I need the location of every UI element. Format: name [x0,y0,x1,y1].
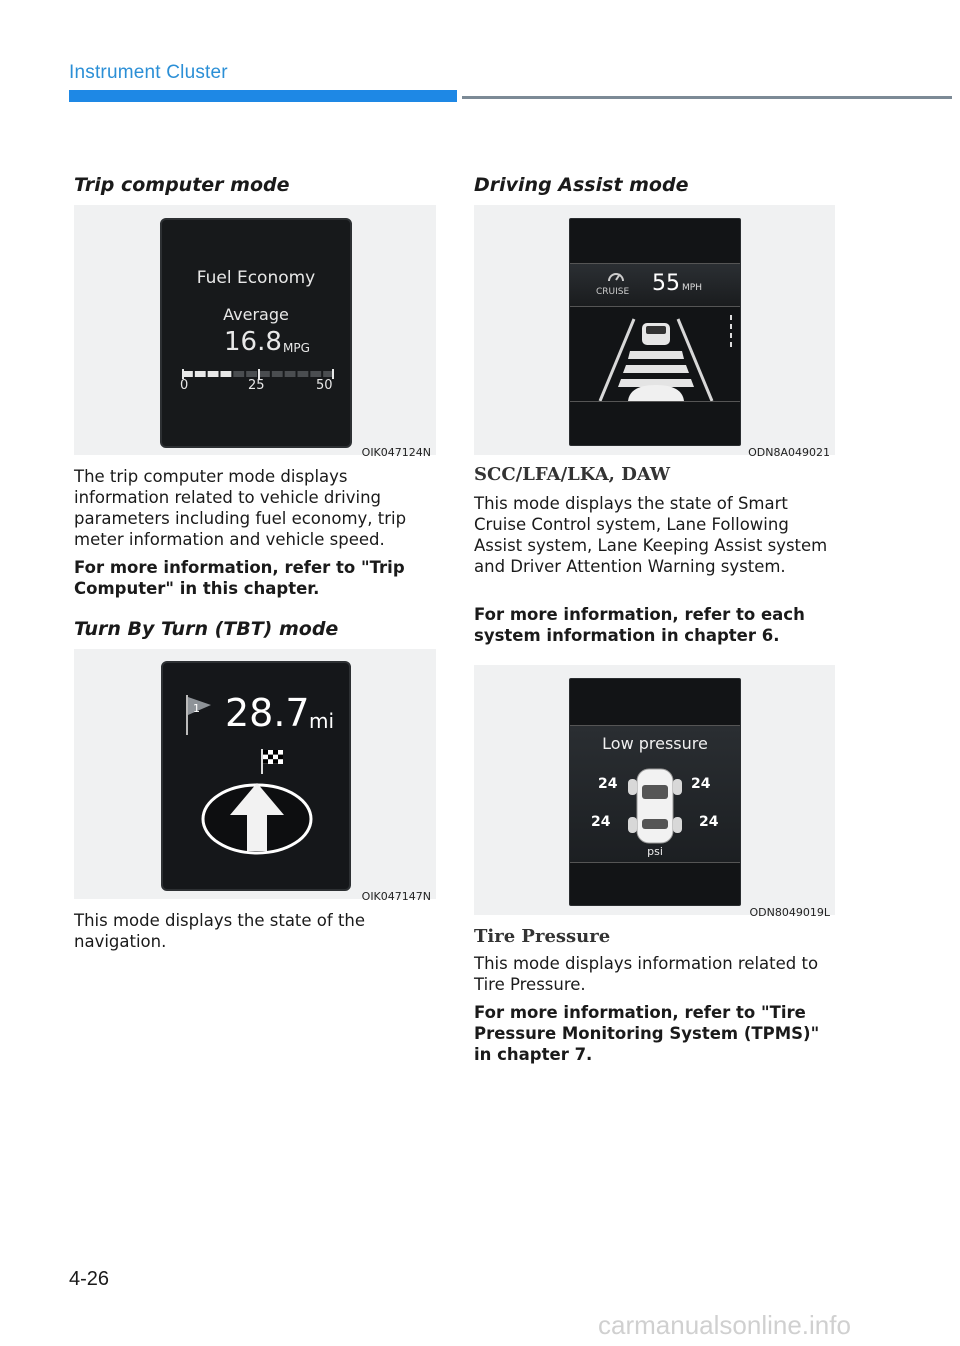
tire-front-left: 24 [598,776,618,792]
gauge-segment [259,371,270,377]
driving-assist-note: For more information, refer to each system information in chapter 6. [474,605,805,645]
tire-pressure-unit: psi [647,845,663,858]
trip-computer-note: For more information, refer to "Trip Computer" in this chapter. [74,558,405,598]
header-bar-rule [462,96,952,99]
tire-pressure-screen [569,678,741,906]
gauge-segment [272,371,283,377]
gauge-segment [208,371,219,377]
cruise-speed: 55 [652,271,680,296]
fuel-economy-screen [160,218,352,448]
tire-pressure-body: This mode displays information related to Tire Pressure. [474,954,819,994]
gauge-segment [298,371,309,377]
waypoint-flag-icon [181,693,215,737]
gauge-segment [285,371,296,377]
lane-indicator-dashes [730,315,732,347]
section-header: Instrument Cluster [69,62,228,83]
gauge-segment [310,371,321,377]
gauge-segment [195,371,206,377]
fuel-gauge-bar [182,364,334,374]
gauge-segment [246,371,257,377]
header-bar-accent [69,90,457,102]
checkered-flag-icon [259,747,285,775]
driving-assist-title: Driving Assist mode [474,174,689,196]
waypoint-number: 1 [193,702,200,715]
tbt-title: Turn By Turn (TBT) mode [74,618,339,640]
car-top-view-icon [627,767,683,845]
driving-assist-body: This mode displays the state of Smart Cruise Control system, Lane Following Assist system, Lane Keeping Assist system and Driver Attention Warning system. [474,494,828,576]
low-pressure-title: Low pressure [602,734,708,753]
tbt-distance: 28.7 [225,691,310,735]
trip-computer-title: Trip computer mode [74,174,290,196]
page-number: 4-26 [69,1268,110,1290]
trip-computer-body: The trip computer mode displays information related to vehicle driving parameters including fuel economy, trip meter information and vehicle speed. [74,467,407,549]
gauge-tick-25: 25 [248,378,265,393]
tbt-screen [161,661,351,891]
tire-front-right: 24 [691,776,711,792]
tire-pressure-note: For more information, refer to "Tire Pressure Monitoring System (TPMS)" in chapter 7. [474,1003,820,1064]
tire-pressure-subheading: Tire Pressure [474,926,611,947]
gauge-tick-50: 50 [316,378,333,393]
lane-view-graphic [594,309,718,401]
tire-pressure-figure [474,665,835,915]
gauge-segment [233,371,244,377]
tbt-body: This mode displays the state of the navigation. [74,911,366,951]
figure-code: ODN8049019L [749,906,830,919]
trip-computer-figure [74,205,436,455]
figure-code: OIK047147N [361,890,431,903]
gauge-tick-0: 0 [180,378,189,393]
watermark-url: carmanualsonline.info [598,1310,851,1340]
cruise-speed-unit: MPH [682,283,702,293]
straight-arrow-icon [200,779,314,857]
figure-code: ODN8A049021 [748,446,830,459]
cruise-label: CRUISE [596,287,630,297]
screen-divider [570,401,740,402]
tire-rear-left: 24 [591,814,611,830]
tbt-figure [74,649,436,899]
tire-rear-right: 24 [699,814,719,830]
fuel-economy-title: Fuel Economy [196,268,316,288]
driving-assist-screen [569,218,741,446]
figure-code: OIK047124N [361,446,431,459]
fuel-average-label: Average [223,305,289,324]
fuel-average-value: 16.8 [224,327,282,357]
scc-subheading: SCC/LFA/LKA, DAW [474,464,671,485]
gauge-segment [221,371,232,377]
driving-assist-figure [474,205,835,455]
cruise-gauge-icon [606,267,626,285]
tbt-distance-unit: mi [309,709,335,733]
fuel-unit: MPG [283,341,310,355]
